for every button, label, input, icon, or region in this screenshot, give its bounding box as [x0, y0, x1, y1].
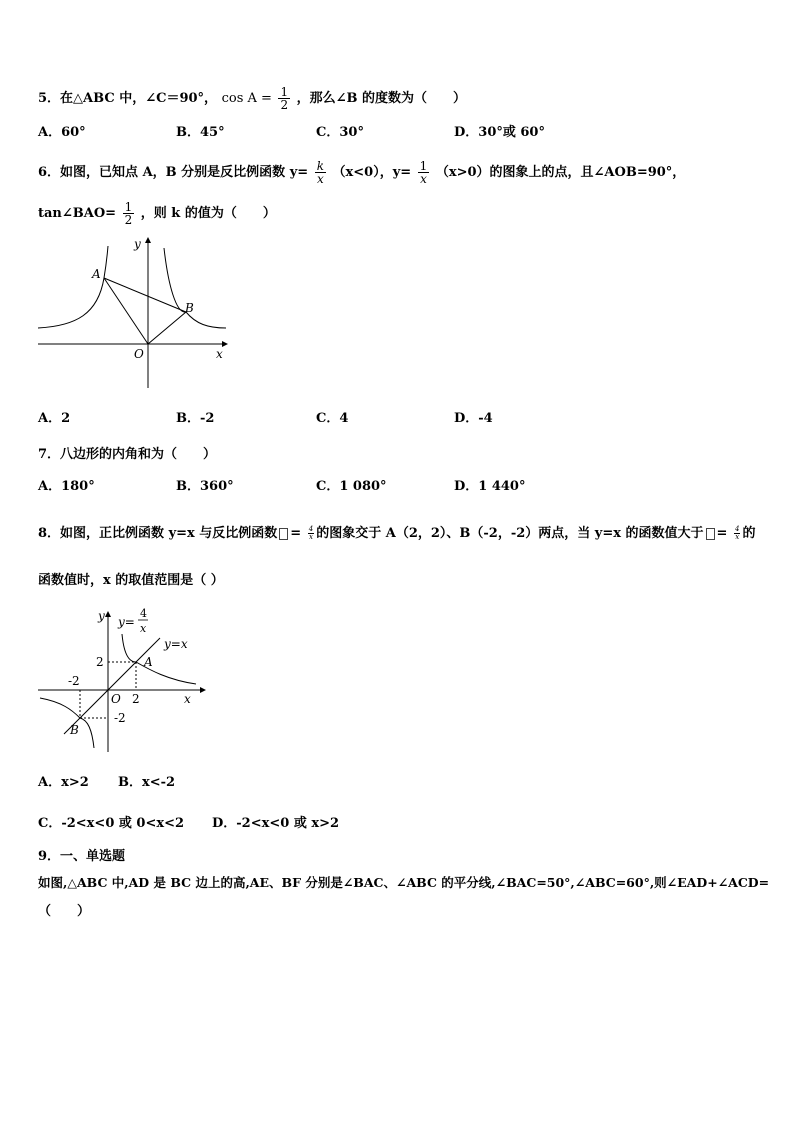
q7-option-a: A．180° — [38, 479, 95, 494]
q8-line1-b: 的图象交于 A（2，2）、B（-2，-2）两点，当 y=x 的函数值大于 — [316, 526, 704, 541]
q6-line1-a: 6．如图，已知点 A，B 分别是反比例函数 y= — [38, 165, 309, 180]
q6-option-c: C．4 — [316, 411, 349, 426]
missing-glyph-icon — [279, 528, 288, 540]
q8-curve-third-quadrant — [40, 698, 94, 748]
q8-option-d: D．-2<x<0 或 x>2 — [212, 816, 340, 831]
q6-x-label: x — [216, 347, 223, 361]
q5-frac-num: 1 — [280, 85, 289, 99]
q6-one-fraction — [418, 160, 430, 185]
q6-option-b: B．-2 — [176, 411, 215, 426]
q8-y-tick-neg2: -2 — [114, 711, 126, 725]
q5-cos-label: cos A = — [221, 91, 272, 106]
q8-y-arrow — [105, 611, 111, 617]
q6-half-fraction — [123, 201, 135, 226]
q6-k-num: k — [316, 159, 324, 173]
q8-line1-a: 8．如图，正比例函数 y=x 与反比例函数 — [38, 526, 278, 541]
q8-fraction-2 — [734, 526, 740, 541]
q6-half-den: 2 — [124, 213, 133, 227]
q8-b-label: B — [70, 723, 79, 737]
q6-line1-c: （x>0）的图象上的点，且∠AOB=90°， — [435, 165, 686, 180]
q6-k-den: x — [316, 172, 324, 186]
q8-stem-line2: 函数值时，x 的取值范围是（ ） — [38, 573, 224, 588]
q8-a-label: A — [144, 655, 153, 669]
q8-curve-label-num: 4 — [140, 607, 147, 620]
q8-curve-label-prefix: y= — [118, 615, 135, 629]
q6-a-label: A — [92, 267, 101, 281]
q8-frac1-den: x — [308, 533, 313, 541]
q8-option-b: B．x<-2 — [118, 775, 176, 790]
q8-eq2: = — [716, 526, 728, 541]
q5-suffix: ，那么∠B 的度数为（ ） — [296, 91, 467, 106]
q6-segment-ob — [148, 312, 186, 344]
q6-option-d: D．-4 — [454, 411, 493, 426]
q5-prefix: 5．在△ABC 中，∠C＝90°， — [38, 91, 218, 106]
q7-option-d: D．1 440° — [454, 479, 526, 494]
q9-stem-line1: 如图,△ABC 中,AD 是 BC 边上的高,AE、BF 分别是∠BAC、∠ABC 的平分线,∠BAC=50°,∠ABC=60°,则∠EAD+∠ACD= — [38, 875, 770, 890]
q8-curve-label-den: x — [140, 622, 147, 635]
q6-line2-a: tan∠BAO= — [38, 206, 117, 221]
q7-stem: 7．八边形的内角和为（ ） — [38, 447, 217, 462]
q8-option-a: A．x>2 — [38, 775, 89, 790]
q8-stem-line1 — [38, 525, 755, 543]
q6-x-arrow — [222, 341, 228, 347]
q6-left-curve — [38, 246, 108, 328]
q6-half-num: 1 — [124, 200, 133, 214]
q6-line2-b: ，则 k 的值为（ ） — [140, 206, 276, 221]
q6-figure — [36, 236, 236, 396]
q7-option-b: B．360° — [176, 479, 234, 494]
q8-eq1: = — [290, 526, 302, 541]
q5-option-c: C．30° — [316, 125, 364, 140]
q8-figure — [36, 606, 216, 756]
q6-stem-line2 — [38, 201, 276, 226]
missing-glyph-icon — [706, 528, 715, 540]
q8-y-tick-2: 2 — [96, 655, 104, 669]
q6-one-num: 1 — [419, 159, 428, 173]
q5-option-b: B．45° — [176, 125, 225, 140]
q6-y-label: y — [134, 237, 141, 251]
q6-segment-ab — [104, 278, 186, 312]
q9-stem-line2: （ ） — [38, 904, 91, 919]
q5-fraction — [278, 86, 290, 111]
q8-line-label: y=x — [164, 637, 188, 651]
q8-line1-c: 的 — [742, 526, 756, 541]
q6-line1-b: （x<0），y= — [332, 165, 412, 180]
q8-fraction-1 — [308, 526, 314, 541]
q6-k-fraction — [315, 160, 326, 185]
q6-stem-line1 — [38, 160, 685, 185]
q5-stem — [38, 86, 466, 111]
q6-one-den: x — [420, 172, 427, 186]
q6-b-label: B — [185, 301, 194, 315]
q5-option-a: A．60° — [38, 125, 86, 140]
q8-option-c: C．-2<x<0 或 0<x<2 — [38, 816, 185, 831]
q8-x-tick-2: 2 — [132, 692, 140, 706]
q7-option-c: C．1 080° — [316, 479, 387, 494]
q8-x-label: x — [184, 692, 191, 706]
q9-title: 9．一、单选题 — [38, 849, 126, 864]
q8-frac2-num: 4 — [734, 525, 740, 533]
q8-frac2-den: x — [735, 533, 740, 541]
q6-y-arrow — [145, 237, 151, 243]
q6-segment-ao — [104, 278, 148, 344]
q6-right-curve — [164, 248, 226, 328]
q8-x-arrow — [200, 687, 206, 693]
q8-frac1-num: 4 — [308, 525, 314, 533]
q5-frac-den: 2 — [280, 98, 289, 112]
q6-o-label: O — [134, 347, 144, 361]
q8-x-tick-neg2: -2 — [68, 674, 80, 688]
q8-o-label: O — [111, 692, 121, 706]
q5-option-d: D．30°或 60° — [454, 125, 545, 140]
q8-y-label: y — [98, 609, 105, 623]
q6-option-a: A．2 — [38, 411, 71, 426]
